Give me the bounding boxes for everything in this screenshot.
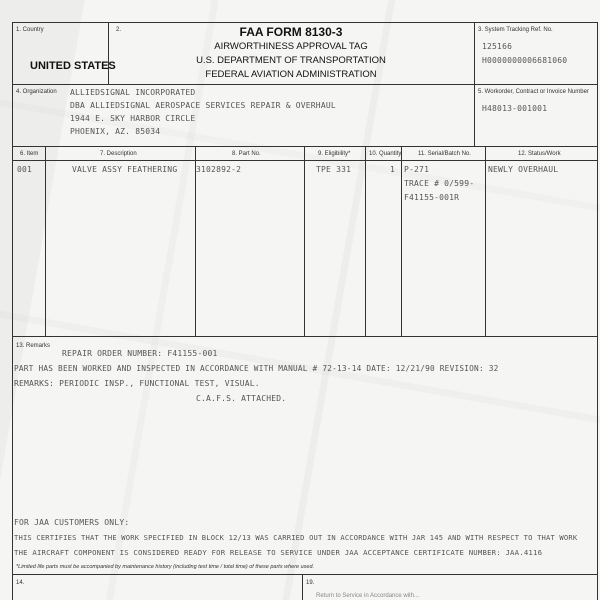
remarks-line-3: REMARKS: PERIODIC INSP., FUNCTIONAL TEST, VISUAL.	[14, 379, 260, 388]
block4-label: 4. Organization	[16, 89, 57, 95]
cell-serial-2: TRACE # 0/599-	[404, 179, 475, 188]
divider-footer	[302, 574, 303, 600]
jaa-line-3: THE AIRCRAFT COMPONENT IS CONSIDERED READY FOR RELEASE TO SERVICE UNDER JAA ACCEPTANCE CERTIFICATE NUMBER: JAA.4116	[14, 548, 543, 557]
org-line-1: ALLIEDSIGNAL INCORPORATED	[70, 88, 196, 97]
header-status: 12. Status/Work	[518, 151, 561, 157]
header-serial: 11. Serial/Batch No.	[418, 151, 471, 157]
col-line-1	[45, 146, 46, 336]
block5-label: 5. Workorder, Contract or Invoice Number	[478, 89, 589, 95]
cell-item: 001	[17, 165, 33, 174]
cell-serial-1: P-271	[404, 165, 430, 174]
col-line-2	[195, 146, 196, 336]
block2-label: 2.	[116, 27, 122, 33]
table-bottom-line	[12, 336, 598, 337]
remarks-label: 13. Remarks	[16, 343, 51, 349]
form-title: FAA FORM 8130-3	[239, 25, 343, 39]
divider-workorder	[474, 84, 475, 146]
divider-tracking	[474, 22, 475, 84]
tracking-number-1: 125166	[482, 42, 513, 51]
table-header-line	[12, 160, 598, 161]
org-line-4: PHOENIX, AZ. 85034	[70, 127, 161, 136]
jaa-line-1: FOR JAA CUSTOMERS ONLY:	[14, 518, 130, 527]
cell-eligibility: TPE 331	[316, 165, 352, 174]
block19-label: 19.	[306, 580, 315, 586]
form-department: U.S. DEPARTMENT OF TRANSPORTATION	[196, 55, 386, 66]
country-value: UNITED STATES	[30, 60, 116, 72]
block3-label: 3. System Tracking Ref. No.	[478, 27, 553, 33]
org-line-3: 1944 E. SKY HARBOR CIRCLE	[70, 114, 196, 123]
cell-serial-3: F41155-001R	[404, 193, 460, 202]
cell-part-no: 3102892-2	[196, 165, 242, 174]
header-description: 7. Description	[100, 151, 137, 157]
header-quantity: 10. Quantity	[369, 151, 402, 157]
org-line-2: DBA ALLIEDSIGNAL AEROSPACE SERVICES REPAIR & OVERHAUL	[70, 101, 336, 110]
header-eligibility: 9. Eligibility*	[318, 151, 351, 157]
block1-label: 1. Country	[16, 27, 44, 33]
workorder-number: H48013-001001	[482, 104, 548, 113]
remarks-line-4: C.A.F.S. ATTACHED.	[196, 394, 287, 403]
form-subtitle: AIRWORTHINESS APPROVAL TAG	[214, 41, 368, 52]
frame-left	[12, 22, 13, 600]
cell-quantity: 1	[390, 165, 396, 174]
header-part-no: 8. Part No.	[232, 151, 261, 157]
col-line-6	[485, 146, 486, 336]
tracking-number-2: H0000000006681060	[482, 56, 568, 65]
col-line-3	[304, 146, 305, 336]
remarks-footnote: *Limited life parts must be accompanied by maintenance history (including test time / total time) of these parts where used.	[16, 564, 315, 570]
block14-label: 14.	[16, 580, 25, 586]
header-bottom-line	[12, 84, 598, 85]
org-bottom-line	[12, 146, 598, 147]
col-line-5	[401, 146, 402, 336]
cell-status: NEWLY OVERHAUL	[488, 165, 559, 174]
col-line-4	[365, 146, 366, 336]
frame-top	[12, 22, 598, 23]
form-agency: FEDERAL AVIATION ADMINISTRATION	[205, 69, 377, 80]
header-item: 6. Item	[20, 151, 39, 157]
jaa-line-2: THIS CERTIFIES THAT THE WORK SPECIFIED IN BLOCK 12/13 WAS CARRIED OUT IN ACCORDANCE WITH JAR 145 AND WITH RESPECT TO THAT WORK	[14, 533, 578, 542]
remarks-line-2: PART HAS BEEN WORKED AND INSPECTED IN ACCORDANCE WITH MANUAL # 72-13-14 DATE: 12/21/90 REVISION: 32	[14, 364, 499, 373]
reverse-side-bleed	[548, 230, 598, 570]
remarks-line-1: REPAIR ORDER NUMBER: F41155-001	[62, 349, 218, 358]
block19-text: Return to Service in Accordance with...	[316, 593, 420, 599]
cell-description: VALVE ASSY FEATHERING	[72, 165, 178, 174]
remarks-bottom-line	[12, 574, 598, 575]
